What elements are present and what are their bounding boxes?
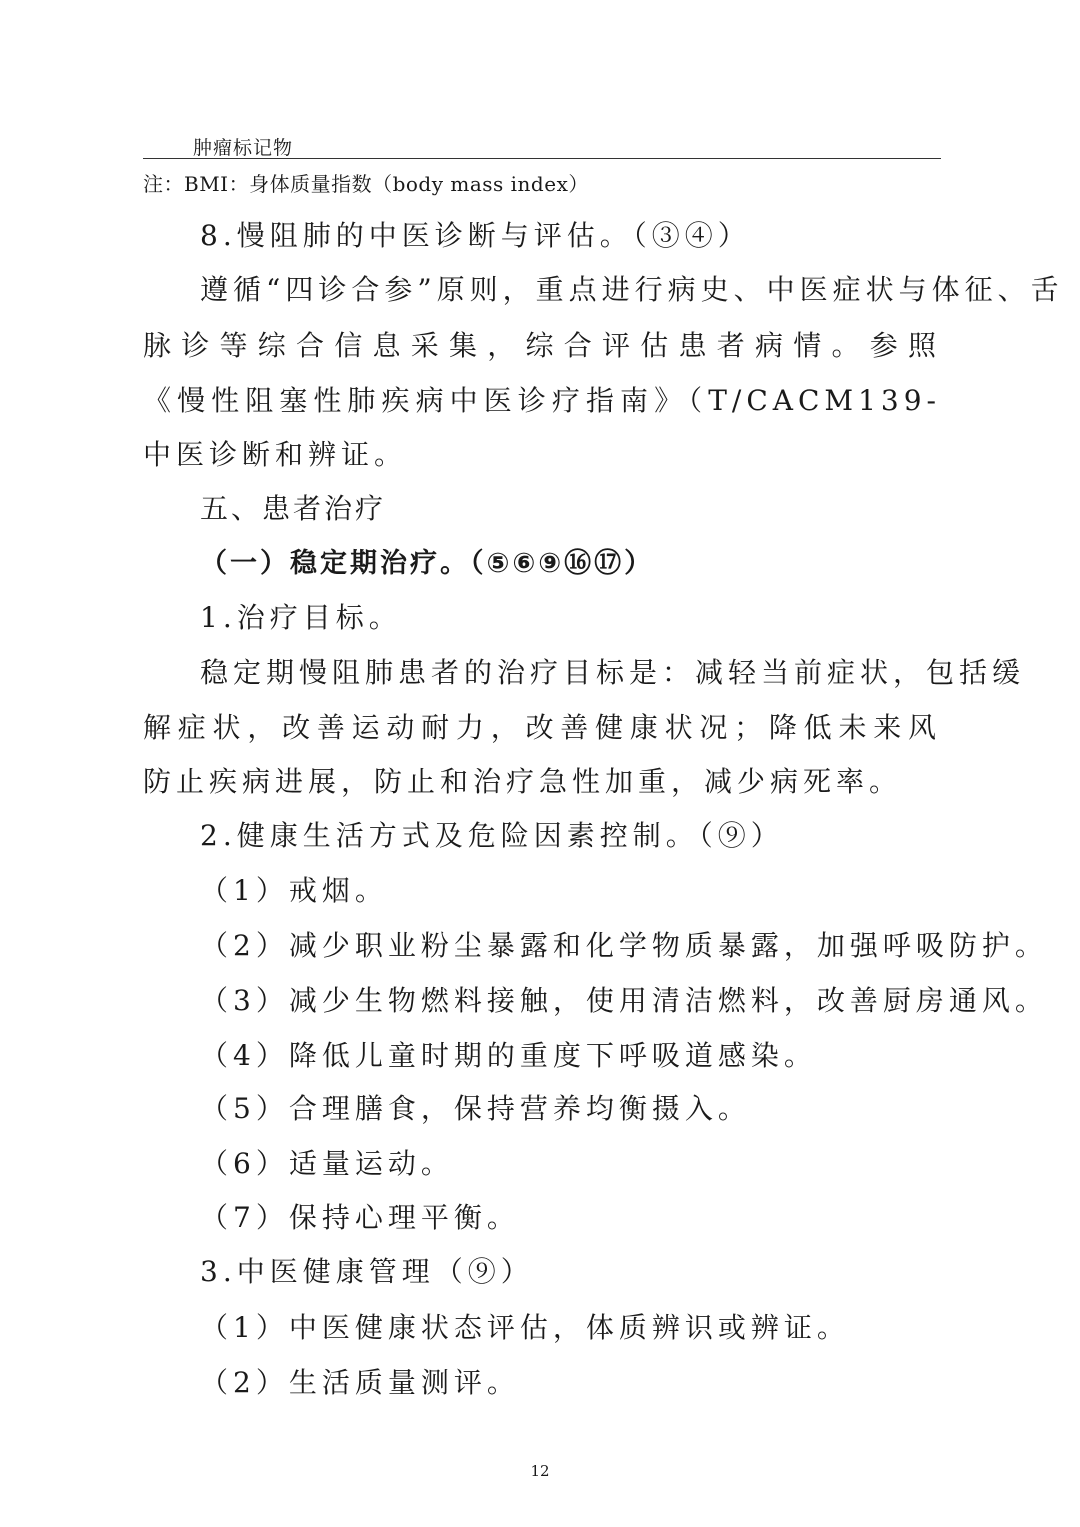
table-note: 注：BMI：身体质量指数（body mass index） xyxy=(143,172,589,196)
item-2-list-item: （6）适量运动。 xyxy=(200,1147,454,1180)
section-8-paragraph-line: 中医诊断和辨证。 xyxy=(143,438,408,471)
item-2-list-item: （1）戒烟。 xyxy=(200,874,388,907)
item-2-list-item: （3）减少生物燃料接触，使用清洁燃料，改善厨房通风。 xyxy=(200,984,1048,1017)
item-1-paragraph-line: 稳定期慢阻肺患者的治疗目标是：减轻当前症状，包括缓 xyxy=(200,656,1026,689)
item-1-paragraph-line: 防止疾病进展，防止和治疗急性加重，减少病死率。 xyxy=(143,765,903,798)
item-1-paragraph-line: 解症状，改善运动耐力，改善健康状况；降低未来风 xyxy=(143,711,941,744)
table-last-row: 肿瘤标记物 xyxy=(193,137,294,159)
item-2-list-item: （7）保持心理平衡。 xyxy=(200,1201,520,1234)
item-2-title: 2.健康生活方式及危险因素控制。（⑨） xyxy=(200,819,784,852)
subsection-1-heading: （一）稳定期治疗。（⑤⑥⑨⑯⑰） xyxy=(200,548,655,579)
section-8-paragraph-line: 脉诊等综合信息采集，综合评估患者病情。参照 xyxy=(143,329,941,362)
section-8-paragraph-line: 遵循“四诊合参”原则，重点进行病史、中医症状与体征、舌 xyxy=(200,273,1064,306)
item-2-list-item: （4）降低儿童时期的重度下呼吸道感染。 xyxy=(200,1039,817,1072)
item-2-list-item: （5）合理膳食，保持营养均衡摄入。 xyxy=(200,1092,751,1125)
section-8-title: 8.慢阻肺的中医诊断与评估。（③④） xyxy=(200,219,751,252)
item-3-title: 3.中医健康管理（⑨） xyxy=(200,1255,534,1288)
section-8-paragraph-line: 《慢性阻塞性肺疾病中医诊疗指南》（T/CACM139- xyxy=(143,384,941,417)
item-1-title: 1.治疗目标。 xyxy=(200,601,402,634)
chapter-5-heading: 五、患者治疗 xyxy=(200,492,387,525)
page-number: 12 xyxy=(530,1462,550,1480)
table-bottom-rule xyxy=(143,158,941,159)
item-3-list-item: （2）生活质量测评。 xyxy=(200,1366,520,1399)
item-2-list-item: （2）减少职业粉尘暴露和化学物质暴露，加强呼吸防护。 xyxy=(200,929,1048,962)
item-3-list-item: （1）中医健康状态评估，体质辨识或辨证。 xyxy=(200,1311,850,1344)
